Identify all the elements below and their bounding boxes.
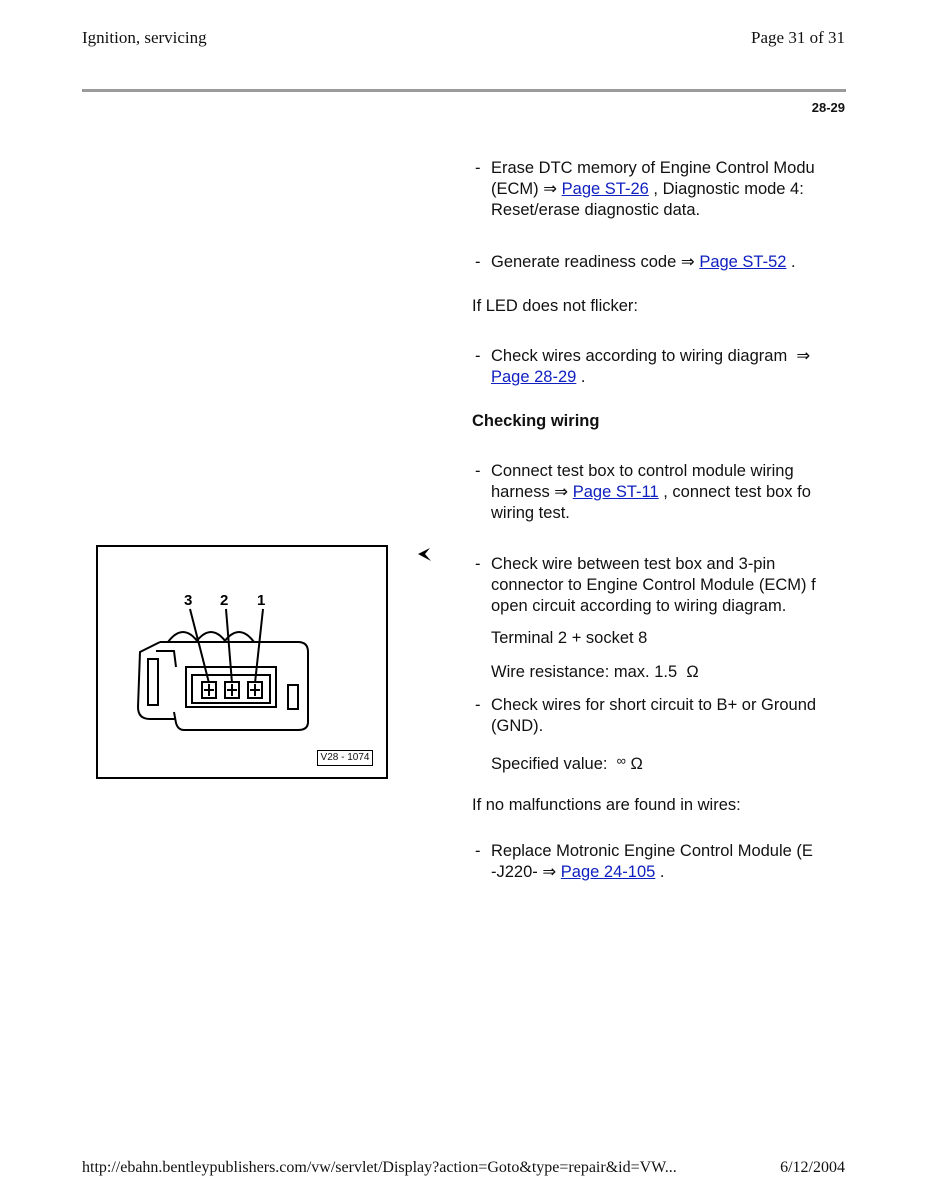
pin-label-1: 1 bbox=[257, 592, 266, 609]
connector-figure bbox=[96, 545, 388, 779]
bullet-dash: - bbox=[475, 696, 481, 714]
arrow-right-icon: ⇒ bbox=[542, 863, 557, 881]
terminal-note: Terminal 2 + socket 8 bbox=[491, 629, 648, 647]
specified-value: Specified value: ∞ Ω bbox=[491, 753, 643, 773]
step-text: connector to Engine Control Module (ECM) f bbox=[491, 576, 816, 594]
step-text: Erase DTC memory of Engine Control Modu bbox=[491, 159, 815, 177]
bullet-dash: - bbox=[475, 347, 481, 365]
link-page-28-29[interactable]: Page 28-29 bbox=[491, 368, 577, 386]
instruction-column: - Erase DTC memory of Engine Control Modu (ECM) ⇒ Page ST-26 , Diagnostic mode 4: Reset/erase diagnostic data. - Generate readiness code ⇒ Page ST-52 . If LED does not flicker: - Check wires according to wiring diagram ⇒ Page 28-29 . Checking wiring - Connect test box to control module wiring harness ⇒ Page ST-11 , connect test box fo wiring test. - Check wire between test box and 3-pin connector to Engine Control Module (ECM) f open circuit according to wiring diagram. Terminal 2 + socket 8 Wire resistance: max. 1.5 Ω - Check wires for short circuit to B+ or Ground (GND). Specified value: ∞ Ω If no malfunctions are found in wires: - Replace Motronic Engine Control Module (E -J220- ⇒ Page 24-105 . bbox=[472, 159, 817, 881]
header-title: Ignition, servicing bbox=[82, 28, 207, 47]
led-note: If LED does not flicker: bbox=[472, 297, 638, 315]
bullet-dash: - bbox=[475, 555, 481, 573]
pin-label-2: 2 bbox=[220, 592, 229, 609]
link-page-st-11[interactable]: Page ST-11 bbox=[572, 483, 659, 501]
bullet-dash: - bbox=[475, 253, 481, 271]
section-code: 28-29 bbox=[811, 100, 845, 115]
ohm-symbol: Ω bbox=[630, 755, 643, 773]
page-number: Page 31 of 31 bbox=[751, 28, 845, 47]
figure-code: V28 - 1074 bbox=[317, 750, 373, 766]
connector-illustration bbox=[98, 547, 386, 777]
step-text-line: Page 28-29 . bbox=[491, 368, 586, 386]
step-text-line: -J220- ⇒ Page 24-105 . bbox=[491, 863, 665, 881]
step-text: wiring test. bbox=[491, 504, 570, 522]
step-text-line: (ECM) ⇒ Page ST-26 , Diagnostic mode 4: bbox=[491, 180, 804, 198]
link-page-st-26[interactable]: Page ST-26 bbox=[561, 180, 649, 198]
arrow-right-icon: ⇒ bbox=[554, 483, 569, 501]
arrow-right-icon: ⇒ bbox=[796, 347, 811, 365]
step-text-line: harness ⇒ Page ST-11 , connect test box fo bbox=[491, 483, 811, 501]
step-text: open circuit according to wiring diagram. bbox=[491, 597, 787, 615]
step-text: Generate readiness code bbox=[491, 253, 677, 271]
step-text-line: Check wires according to wiring diagram ⇒ bbox=[491, 347, 811, 365]
step-text: Connect test box to control module wiring bbox=[491, 462, 794, 480]
bullet-dash: - bbox=[475, 842, 481, 860]
bullet-dash: - bbox=[475, 462, 481, 480]
step-text: Check wires for short circuit to B+ or Ground bbox=[491, 696, 817, 714]
ohm-symbol: Ω bbox=[686, 663, 699, 681]
footer-date: 6/12/2004 bbox=[780, 1159, 845, 1176]
step-text: Reset/erase diagnostic data. bbox=[491, 201, 701, 219]
step-text: Replace Motronic Engine Control Module (E bbox=[491, 842, 813, 860]
link-page-24-105[interactable]: Page 24-105 bbox=[560, 863, 656, 881]
bullet-dash: - bbox=[475, 159, 481, 177]
section-heading: Checking wiring bbox=[472, 412, 600, 430]
figure-pointer-icon bbox=[416, 546, 434, 564]
step-text: (GND). bbox=[491, 717, 544, 735]
link-page-st-52[interactable]: Page ST-52 bbox=[699, 253, 787, 271]
arrow-right-icon: ⇒ bbox=[680, 253, 695, 271]
arrow-right-icon: ⇒ bbox=[543, 180, 558, 198]
no-malfunction-note: If no malfunctions are found in wires: bbox=[472, 796, 741, 814]
step-text: Check wire between test box and 3-pin bbox=[491, 555, 776, 573]
footer-url: http://ebahn.bentleypublishers.com/vw/servlet/Display?action=Goto&type=repair&id=VW... bbox=[82, 1159, 677, 1176]
pin-label-3: 3 bbox=[184, 592, 193, 609]
infinity-symbol: ∞ bbox=[616, 753, 626, 768]
resistance-note: Wire resistance: max. 1.5 Ω bbox=[491, 663, 699, 681]
